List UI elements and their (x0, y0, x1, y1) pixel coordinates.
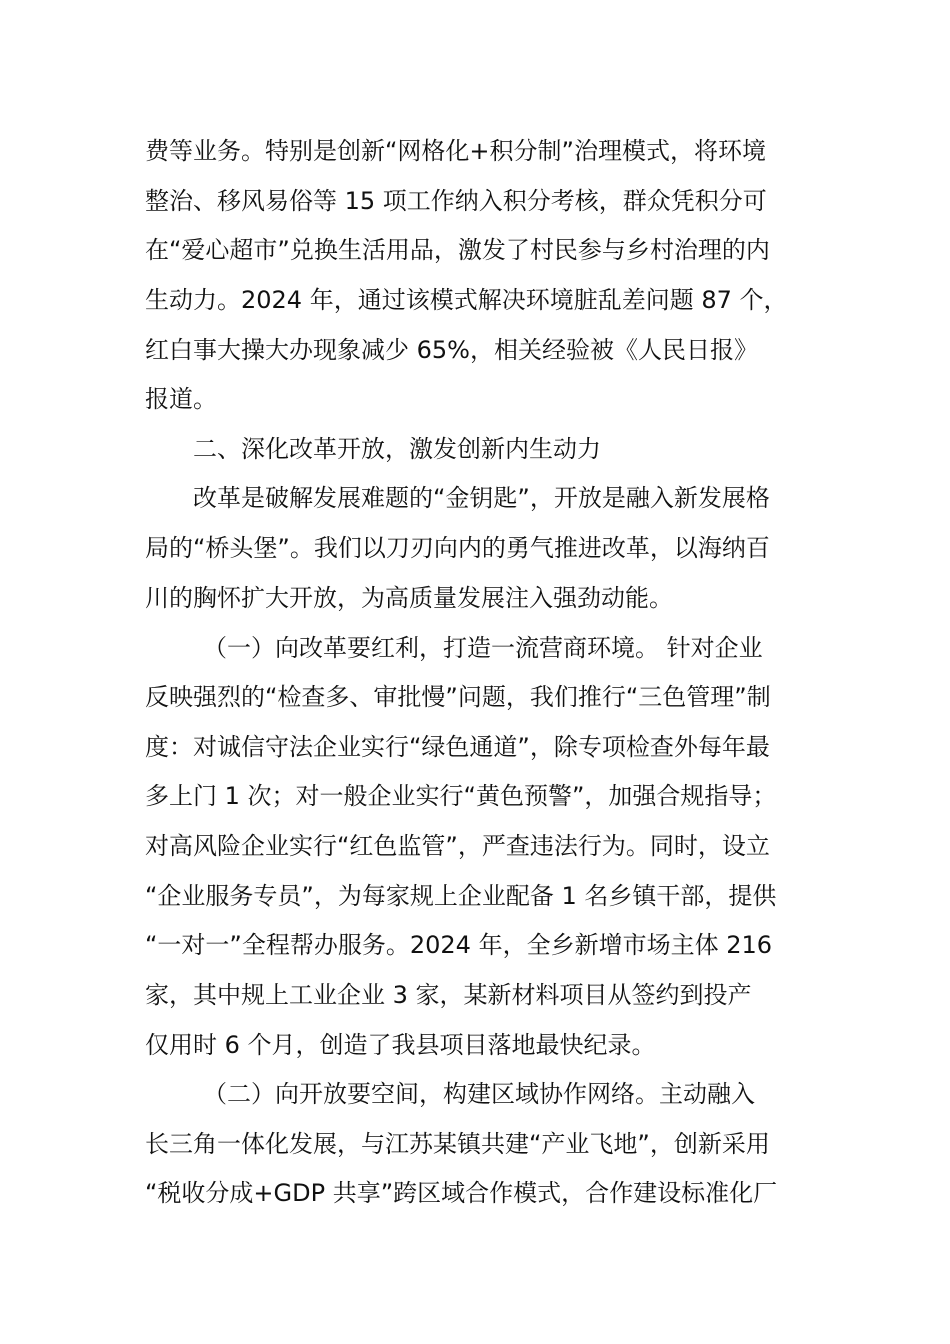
text-line: “税收分成+GDP 共享”跨区域合作模式，合作建设标准化厂 (145, 1179, 778, 1207)
text-line: 红白事大操大办现象减少 65%，相关经验被《人民日报》 (145, 336, 758, 364)
text-line: “企业服务专员”，为每家规上企业配备 1 名乡镇干部，提供 (145, 882, 777, 910)
text-line: 改革是破解发展难题的“金钥匙”，开放是融入新发展格 (193, 484, 770, 512)
text-line: “一对一”全程帮办服务。2024 年，全乡新增市场主体 216 (145, 931, 773, 959)
text-line: 多上门 1 次；对一般企业实行“黄色预警”，加强合规指导； (145, 782, 777, 810)
text-line: 局的“桥头堡”。我们以刀刃向内的勇气推进改革，以海纳百 (145, 534, 770, 562)
text-line: 报道。 (145, 385, 217, 413)
text-line: 整治、移风易俗等 15 项工作纳入积分考核，群众凭积分可 (145, 187, 767, 215)
text-line: 仅用时 6 个月，创造了我县项目落地最快纪录。 (145, 1031, 656, 1059)
text-line: 川的胸怀扩大开放，为高质量发展注入强劲动能。 (145, 584, 673, 612)
text-line: 生动力。2024 年，通过该模式解决环境脏乱差问题 87 个， (145, 286, 788, 314)
text-line: 对高风险企业实行“红色监管”，严查违法行为。同时，设立 (145, 832, 770, 860)
text-line: 长三角一体化发展，与江苏某镇共建“产业飞地”，创新采用 (145, 1130, 770, 1158)
subsection-heading: （二）向开放要空间，构建区域协作网络。主动融入 (203, 1080, 755, 1108)
subsection-heading: （一）向改革要红利，打造一流营商环境。 针对企业 (203, 634, 763, 662)
section-heading: 二、深化改革开放，激发创新内生动力 (193, 435, 601, 463)
text-line: 费等业务。特别是创新“网格化+积分制”治理模式，将环境 (145, 137, 766, 165)
text-line: 反映强烈的“检查多、审批慢”问题，我们推行“三色管理”制 (145, 683, 771, 711)
text-line: 度：对诚信守法企业实行“绿色通道”，除专项检查外每年最 (145, 733, 770, 761)
text-line: 在“爱心超市”兑换生活用品，激发了村民参与乡村治理的内 (145, 236, 770, 264)
text-line: 家，其中规上工业企业 3 家，某新材料项目从签约到投产 (145, 981, 752, 1009)
